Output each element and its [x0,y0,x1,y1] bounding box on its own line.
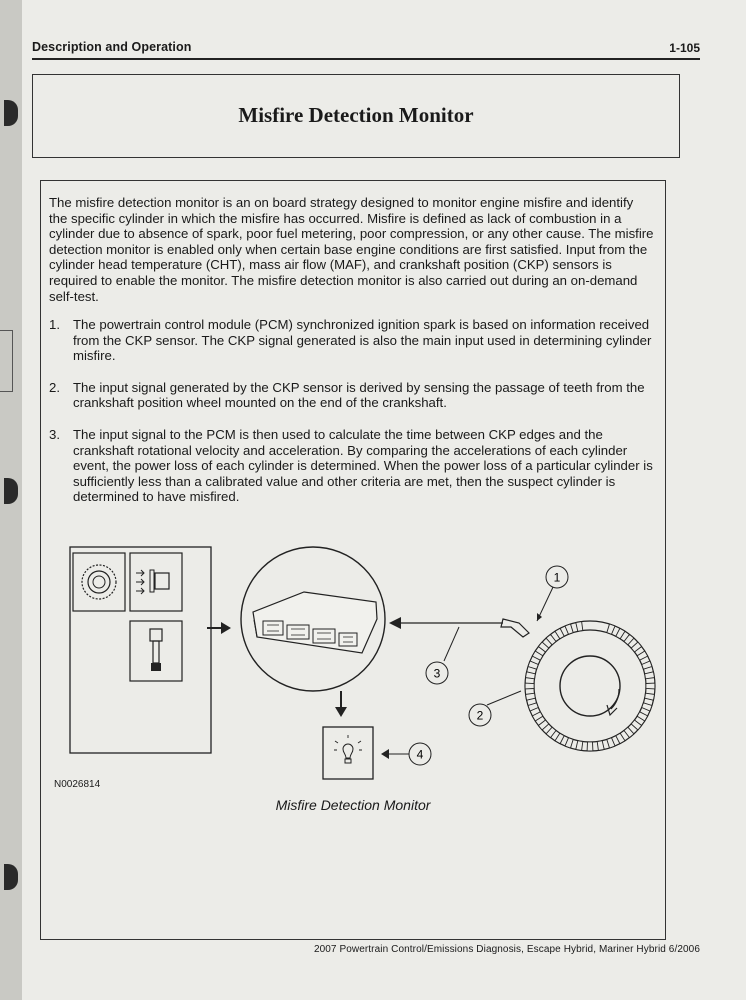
wheel-tooth [576,622,583,632]
arrow-to-pcm-icon [221,622,231,634]
wheel-tooth [624,727,634,737]
wheel-tooth [642,703,652,711]
svg-text:3: 3 [433,666,441,681]
page-footer: 2007 Powertrain Control/Emissions Diagnosis, Escape Hybrid, Mariner Hybrid 6/2006 [313,944,700,955]
binder-spine [0,0,23,1000]
wheel-tooth [565,738,573,748]
page-title: Misfire Detection Monitor [238,103,474,127]
wheel-tooth [525,683,534,689]
step-text: The input signal generated by the CKP sensor is derived by sensing the passage of teeth from the crankshaft position wheel mounted on the end of the crankshaft. [73,379,645,411]
figure-caption: Misfire Detection Monitor [275,797,431,813]
binder-hole [4,864,18,890]
sensor-group [70,547,231,753]
callout-3 [426,662,448,684]
callout-2 [469,704,491,726]
wheel-tooth [526,693,536,700]
arrow-from-ckp-icon [389,617,401,629]
wheel-tooth [538,642,548,652]
maf-sensor-icon [130,553,182,611]
svg-text:4: 4 [416,747,424,762]
mil-lamp-icon [323,727,373,779]
arrow-to-mil-icon [335,707,347,717]
wheel-tooth [565,624,573,634]
content-box [40,180,666,940]
wheel-tooth [538,720,548,730]
step-text: The powertrain control module (PCM) synchronized ignition spark is based on information received from the CKP sensor. The CKP signal generated is also the main input used in determining cylinder misfire. [73,317,652,364]
step-text: The input signal to the PCM is then used to calculate the time between CKP edges and the crankshaft rotational velocity and acceleration. By comparing the accelerations of each cylinder event, the power loss of each cylinder is determined. When the power loss of a particular cylinder is sufficiently less than a calibrated value and other criteria are met, then the suspect cylinder is determined to have misfired. [73,426,653,505]
crankshaft-wheel [525,621,655,751]
wheel-tooth [528,703,538,711]
binder-hole [4,100,18,126]
ckp-sensor-icon [130,621,182,681]
wheel-tooth [546,727,556,737]
callout-1 [546,566,568,588]
wheel-tooth [528,661,538,669]
wheel-tooth [546,634,556,644]
svg-text:1: 1 [553,570,561,585]
step-number: 3. [49,426,60,442]
wheel-tooth [645,693,655,700]
step-number: 2. [49,379,60,395]
manual-page [22,0,746,1000]
section-label: Description and Operation [32,40,192,54]
wheel-tooth [642,661,652,669]
ckp-sensor-tip [501,619,529,637]
binder-hole [4,478,18,504]
misfire-diagram [41,181,665,939]
page-number: 1-105 [669,41,700,55]
wheel-tooth [624,634,634,644]
step-number: 1. [49,317,60,332]
wheel-tooth [597,741,604,751]
page-header [32,38,700,60]
callout-4 [409,743,431,765]
cht-sensor-icon [73,553,125,611]
figure-id: N0026814 [54,779,101,790]
wheel-tooth [607,624,615,634]
wheel-tooth [526,672,536,679]
intro-paragraph: The misfire detection monitor is an on board strategy designed to monitor engine misfire and identify the specific cylinder in which the misfire has occurred. Misfire is defined as lack of combustion in a cylinder due to absence of spark, poor fuel metering, poor compression, or any other cause. The misfire detection monitor is enabled only when certain base engine conditions are first satisfied. Input from the cylinder head temperature (CHT), mass air flow (MAF), and crankshaft position (CKP) sensors is required to enable the monitor. The misfire detection monitor is also carried out during an on-demand self-test. [49,195,654,304]
wheel-tooth [645,672,655,679]
pcm-module [241,547,385,691]
wheel-tooth [631,720,641,730]
wheel-tooth [576,741,583,751]
wheel-tooth [587,742,593,751]
svg-text:2: 2 [476,708,484,723]
wheel-tooth [607,738,615,748]
wheel-tooth [631,642,641,652]
spine-mark [0,330,13,392]
wheel-tooth [646,683,655,689]
title-box [32,74,680,158]
